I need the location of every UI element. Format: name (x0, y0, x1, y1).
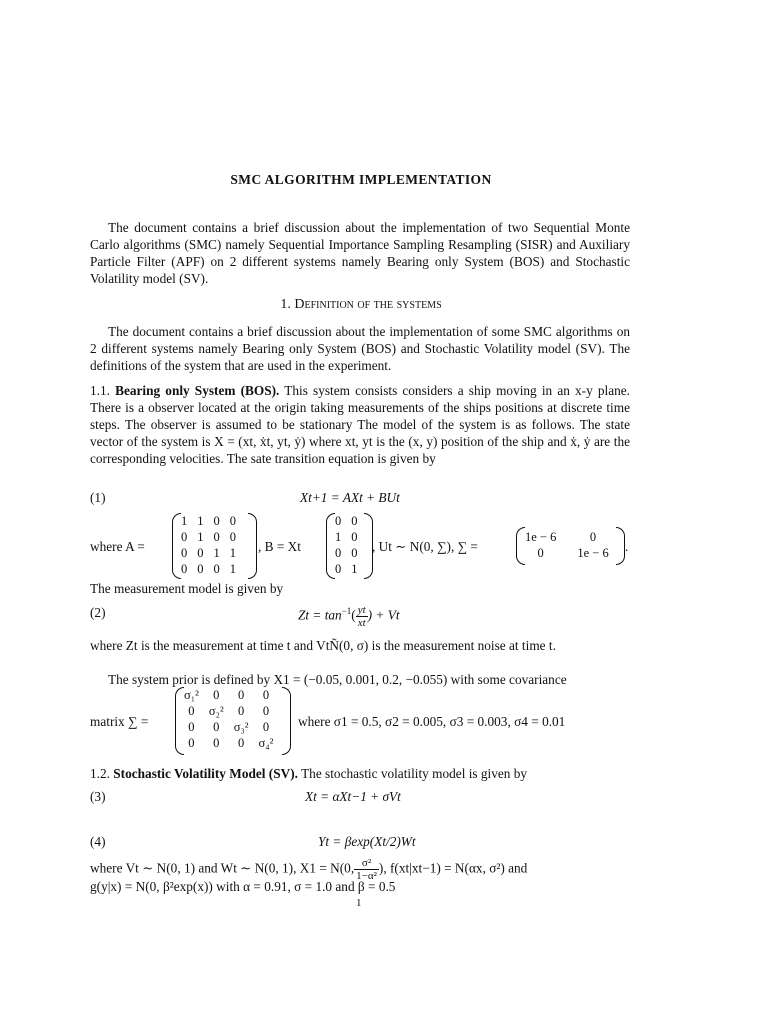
matrix-sigma-cell: 0 (188, 720, 195, 734)
equation-2-numerator: yt (357, 603, 366, 616)
matrix-b-cell: 0 (335, 514, 342, 528)
sv-definition-part-a: where Vt ∼ N(0, 1) and Wt ∼ N(0, 1), X1 = N(0, (90, 860, 355, 876)
matrix-u-cell: 1e − 6 (577, 546, 609, 560)
matrix-b (330, 513, 363, 577)
matrix-a-cell: 1 (229, 562, 236, 576)
section-1-intro: The document contains a brief discussion about the implementation of some SMC algorithms on 2 different systems namely Bearing only System (BOS) and Stochastic Volatility model (SV). The definitions of the system that are used in the experiment. (90, 324, 630, 373)
matrix-u-cell: 1e − 6 (525, 530, 557, 544)
equation-3-label: (3) (90, 789, 106, 804)
equation-4-label: (4) (90, 834, 106, 849)
measurement-model-text: The measurement model is given by (90, 581, 284, 596)
u-equation-end: . (625, 539, 629, 554)
matrix-u-right-paren (616, 527, 625, 565)
matrix-sigma-cell: 0 (237, 688, 245, 702)
matrix-u (520, 529, 614, 561)
matrix-a-cell: 0 (229, 514, 236, 528)
section-1-heading (0, 297, 722, 313)
matrix-b-cell: 0 (351, 514, 358, 528)
matrix-a-cell: 1 (197, 514, 204, 528)
abstract-paragraph: The document contains a brief discussion about the implementation of two Sequential Monte Carlo algorithms (SMC) namely Sequential Importance Sampling Resampling (SISR) and Auxiliary Particle Filter (APF) on 2 different systems namely Bearing only System (BOS) and Stochastic Volatility model (SV). (90, 220, 630, 286)
matrix-a-cell: 0 (197, 562, 204, 576)
b-equals-label: , B = Xt (258, 539, 301, 554)
equation-2-fraction (356, 604, 368, 629)
subsection-1-1-paragraph (90, 382, 630, 467)
matrix-sigma-cell: 0 (262, 688, 270, 702)
measurement-noise-text: where Zt is the measurement at time t and VtÑ(0, σ) is the measurement noise at time t. (90, 638, 556, 653)
matrix-a-cell: 0 (229, 530, 236, 544)
subsection-1-2-number: 1.2. (90, 766, 110, 781)
sv-definition-part-b: ), f(xt|xt−1) = N(αx, σ²) and (378, 860, 528, 876)
where-a-label: where A = (90, 539, 145, 554)
sv-parameters-line: g(y|x) = N(0, β²exp(x)) with α = 0.91, σ = 1.0 and β = 0.5 (90, 879, 396, 894)
equation-2-rhs: ) + Vt (367, 607, 400, 623)
matrix-a-right-paren (248, 513, 257, 579)
matrix-a-cell: 0 (181, 546, 188, 560)
paper-title: SMC ALGORITHM IMPLEMENTATION (230, 172, 492, 187)
matrix-a-cell: 0 (181, 530, 188, 544)
sv-variance-denominator: 1−α² (356, 870, 377, 882)
matrix-a-cell: 1 (181, 514, 188, 528)
equation-2: $Zt = \tan^{-1}$( $\frac{yt}{xt}$ ) + Vt (298, 603, 400, 629)
matrix-sigma-cell: 0 (188, 704, 195, 718)
matrix-sigma-cell: 0 (237, 704, 245, 718)
subsection-1-1-text: This system consists considers a ship moving in an x-y plane. There is a observer located at the origin taking measurements of the ships positions at discrete time steps. The observer is assumed to be stationary The model of the system is as follows. The state vector of the system is X = (xt, ẋt, yt, ẏ) where xt, yt is the (x, y) position of the ship and ẋ, ẏ are the corresponding velocities. The sate transition equation is given by (90, 383, 630, 466)
matrix-sigma-label: matrix ∑ = (90, 714, 149, 729)
subsection-1-2-paragraph (90, 765, 630, 782)
matrix-u-cell: 0 (589, 530, 597, 544)
matrix-b-cell: 0 (335, 562, 342, 576)
subsection-1-1-number: 1.1. (90, 383, 110, 398)
matrix-sigma-cell: 0 (213, 720, 220, 734)
matrix-a-cell: 0 (213, 562, 220, 576)
equation-2-label: (2) (90, 605, 106, 620)
matrix-sigma-cell: 0 (213, 688, 220, 702)
matrix-a (176, 513, 241, 577)
matrix-b-cell: 0 (335, 546, 342, 560)
matrix-sigma-cell: 0 (213, 736, 220, 750)
matrix-b-cell: 1 (351, 562, 358, 576)
matrix-sigma (179, 687, 278, 751)
section-1-number: 1. (280, 297, 291, 312)
subsection-1-1-heading: Bearing only System (BOS). (115, 383, 280, 398)
matrix-sigma-cell: σ₄² (258, 736, 274, 750)
sigma-values: where σ1 = 0.5, σ2 = 0.005, σ3 = 0.003, σ4 = 0.01 (298, 714, 566, 729)
matrix-a-cell: 0 (213, 530, 220, 544)
matrix-sigma-right-paren (282, 687, 291, 755)
equation-2-lhs: Zt = tan (298, 607, 342, 623)
matrix-sigma-cell: 0 (262, 704, 270, 718)
system-prior-text: The system prior is defined by X1 = (−0.05, 0.001, 0.2, −0.055) with some covariance (108, 672, 567, 687)
subsection-1-2-text: The stochastic volatility model is given by (301, 766, 528, 781)
matrix-a-cell: 0 (197, 546, 204, 560)
matrix-sigma-cell: 0 (188, 736, 195, 750)
sv-variance-numerator: σ² (354, 857, 379, 870)
matrix-u-cell: 0 (537, 546, 544, 560)
matrix-a-cell: 1 (213, 546, 220, 560)
subsection-1-2-heading: Stochastic Volatility Model (SV). (113, 766, 298, 781)
matrix-a-cell: 0 (213, 514, 220, 528)
matrix-sigma-cell: 0 (237, 736, 245, 750)
equation-3: Xt = αXt−1 + σVt (305, 789, 401, 804)
matrix-b-cell: 0 (351, 530, 358, 544)
matrix-a-cell: 0 (181, 562, 188, 576)
matrix-sigma-cell: 0 (262, 720, 270, 734)
page-number: 1 (356, 897, 362, 909)
section-1-title: Definition of the systems (294, 297, 442, 312)
equation-4: Yt = βexp(Xt/2)Wt (318, 834, 416, 849)
matrix-b-cell: 1 (335, 530, 342, 544)
u-equation-label: , Ut ∼ N(0, ∑), ∑ = (372, 539, 478, 554)
equation-2-denominator: xt (357, 616, 366, 629)
matrix-sigma-cell: σ₂² (208, 704, 224, 718)
matrix-sigma-cell: σ₃² (233, 720, 249, 734)
equation-1: Xt+1 = AXt + BUt (300, 490, 400, 505)
matrix-sigma-cell: σ₁² (184, 688, 199, 702)
matrix-b-cell: 0 (351, 546, 358, 560)
equation-1-label: (1) (90, 490, 106, 505)
matrix-a-cell: 1 (229, 546, 236, 560)
equation-2-superscript: −1 (341, 606, 352, 616)
matrix-a-cell: 1 (197, 530, 204, 544)
